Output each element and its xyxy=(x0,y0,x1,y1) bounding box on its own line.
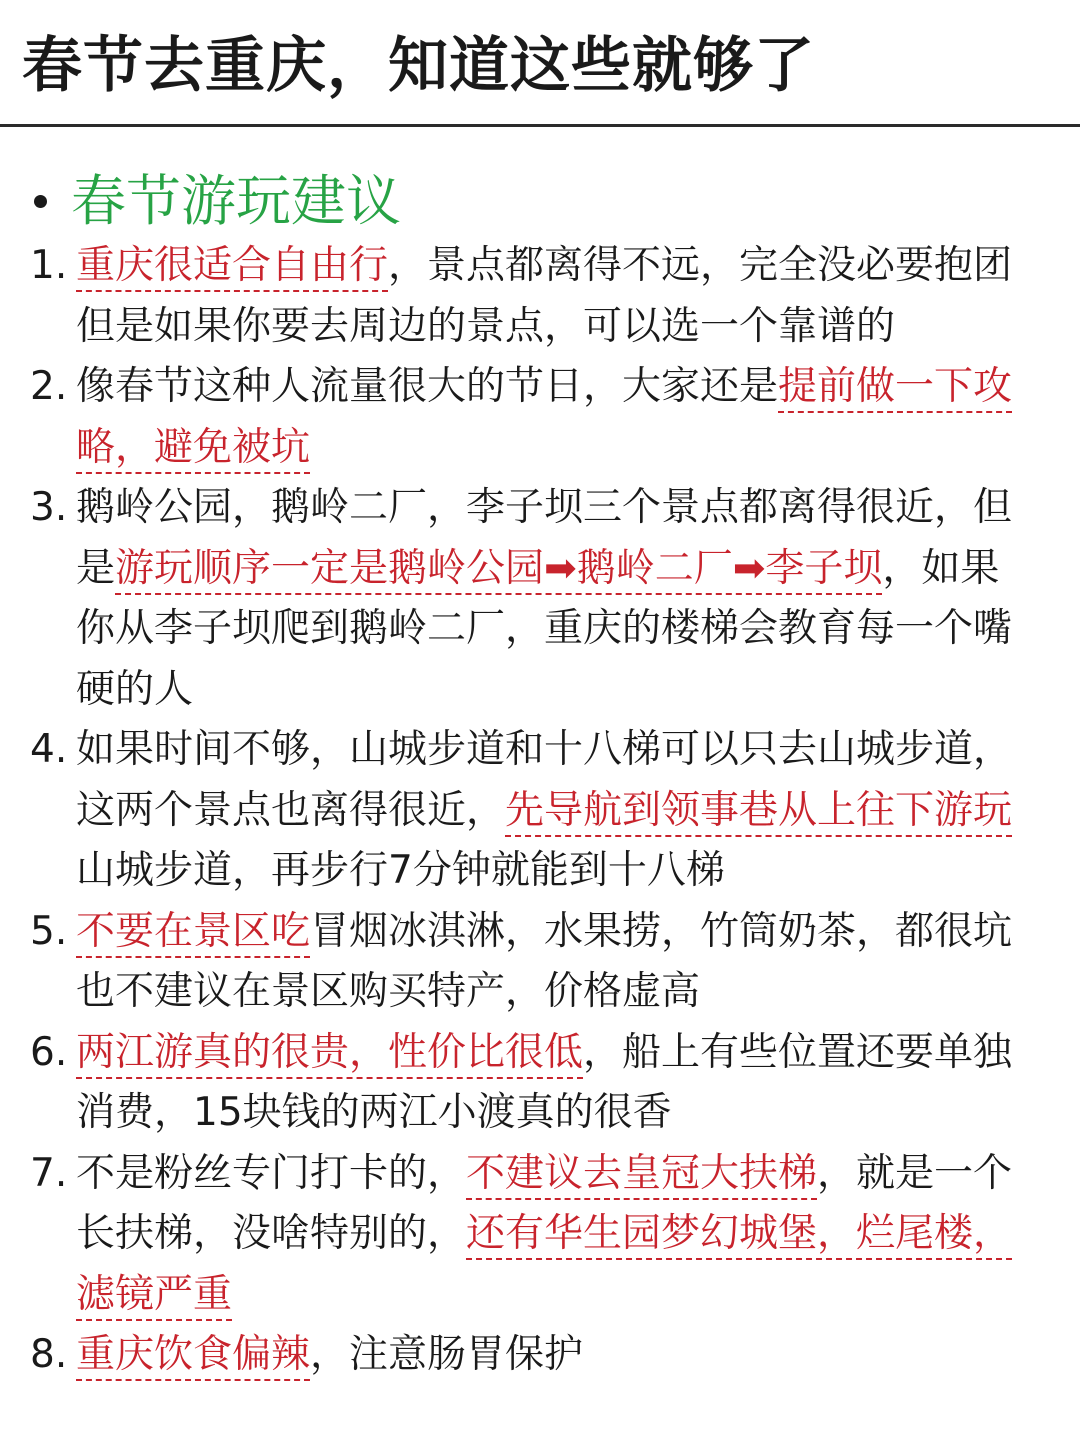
plain-text: ，如果 xyxy=(882,545,1000,591)
highlighted-text: 还有华生园梦幻城堡，烂尾楼， xyxy=(466,1211,1012,1260)
highlighted-text: 两江游真的很贵，性价比很低 xyxy=(76,1030,583,1079)
tip-text xyxy=(76,1023,1070,1144)
section-title: 春节游玩建议 xyxy=(71,169,402,233)
tip-line xyxy=(76,418,1070,479)
tip-line xyxy=(76,962,1070,1023)
highlighted-text: 滤镜严重 xyxy=(76,1272,232,1321)
highlighted-text: 不要在景区吃 xyxy=(76,909,310,958)
plain-text: 硬的人 xyxy=(76,666,194,712)
plain-text: 消费，15块钱的两江小渡真的很香 xyxy=(76,1090,672,1135)
tip-line xyxy=(76,841,1070,902)
tip-item xyxy=(30,1325,1070,1386)
tip-line xyxy=(76,478,1070,539)
tip-number: 1. xyxy=(30,243,68,288)
tip-line xyxy=(76,599,1070,660)
page-title: 春节去重庆，知道这些就够了 xyxy=(22,31,815,101)
plain-text: 长扶梯，没啥特别的， xyxy=(76,1211,467,1256)
tip-line xyxy=(76,781,1070,842)
highlighted-text: 先导航到领事巷从上往下游玩 xyxy=(505,788,1012,837)
tip-text xyxy=(76,478,1070,720)
plain-text: 你从李子坝爬到鹅岭二厂，重庆的楼梯会教育每一个嘴 xyxy=(76,606,1013,651)
bullet-dot-icon xyxy=(34,195,47,208)
plain-text: 山城步道，再步行7分钟就能到十八梯 xyxy=(76,848,725,893)
tip-text xyxy=(76,720,1070,902)
tip-number: 3. xyxy=(30,485,68,530)
section-header xyxy=(30,166,401,236)
plain-text: ，就是一个 xyxy=(817,1150,1013,1196)
tip-line xyxy=(76,357,1070,418)
highlighted-text: 游玩顺序一定是鹅岭公园➡鹅岭二厂➡李子坝 xyxy=(115,546,882,595)
tip-text xyxy=(76,357,1070,478)
tip-item xyxy=(30,1144,1070,1326)
tip-number: 8. xyxy=(30,1332,68,1377)
tip-item xyxy=(30,1023,1070,1144)
highlighted-text: 提前做一下攻 xyxy=(778,364,1012,413)
tip-line xyxy=(76,660,1070,721)
plain-text: 是 xyxy=(76,545,116,591)
title-divider xyxy=(0,124,1080,127)
tip-number: 7. xyxy=(30,1150,68,1196)
tip-number: 6. xyxy=(30,1029,68,1075)
plain-text: ，注意肠胃保护 xyxy=(310,1332,584,1377)
plain-text: 鹅岭公园，鹅岭二厂，李子坝三个景点都离得很近，但 xyxy=(76,485,1013,530)
tip-line xyxy=(76,1023,1070,1084)
plain-text: 像春节这种人流量很大的节日，大家还是 xyxy=(76,364,779,409)
plain-text: 如果时间不够，山城步道和十八梯可以只去山城步道， xyxy=(76,727,1013,772)
tip-text xyxy=(76,236,1070,357)
plain-text: ，景点都离得不远，完全没必要抱团 xyxy=(388,243,1013,288)
tip-line xyxy=(76,1144,1070,1205)
tip-line xyxy=(76,1083,1070,1144)
tip-item xyxy=(30,236,1070,357)
plain-text: 不是粉丝专门打卡的， xyxy=(76,1150,467,1196)
tip-line xyxy=(76,902,1070,963)
tip-item xyxy=(30,720,1070,902)
tip-line xyxy=(76,297,1070,358)
tip-line xyxy=(76,236,1070,297)
highlighted-text: 重庆饮食偏辣 xyxy=(76,1332,310,1381)
highlighted-text: 略，避免被坑 xyxy=(76,425,310,474)
tip-item xyxy=(30,902,1070,1023)
tip-line xyxy=(76,720,1070,781)
tip-text xyxy=(76,902,1070,1023)
tip-number: 4. xyxy=(30,727,68,772)
tip-line xyxy=(76,1265,1070,1326)
tip-line xyxy=(76,539,1070,600)
tip-number: 2. xyxy=(30,364,68,409)
tip-line xyxy=(76,1325,1070,1386)
tips-list xyxy=(30,236,1070,1386)
tip-number: 5. xyxy=(30,908,68,954)
plain-text: 也不建议在景区购买特产，价格虚高 xyxy=(76,969,701,1014)
plain-text: ，船上有些位置还要单独 xyxy=(583,1029,1013,1075)
plain-text: 冒烟冰淇淋，水果捞，竹筒奶茶，都很坑 xyxy=(310,908,1013,954)
plain-text: 这两个景点也离得很近， xyxy=(76,787,506,833)
plain-text: 但是如果你要去周边的景点，可以选一个靠谱的 xyxy=(76,303,896,349)
tip-text xyxy=(76,1144,1070,1326)
highlighted-text: 不建议去皇冠大扶梯 xyxy=(466,1151,817,1200)
highlighted-text: 重庆很适合自由行 xyxy=(76,243,388,292)
tip-line xyxy=(76,1204,1070,1265)
tip-item xyxy=(30,478,1070,720)
tip-text xyxy=(76,1325,1070,1386)
tip-item xyxy=(30,357,1070,478)
